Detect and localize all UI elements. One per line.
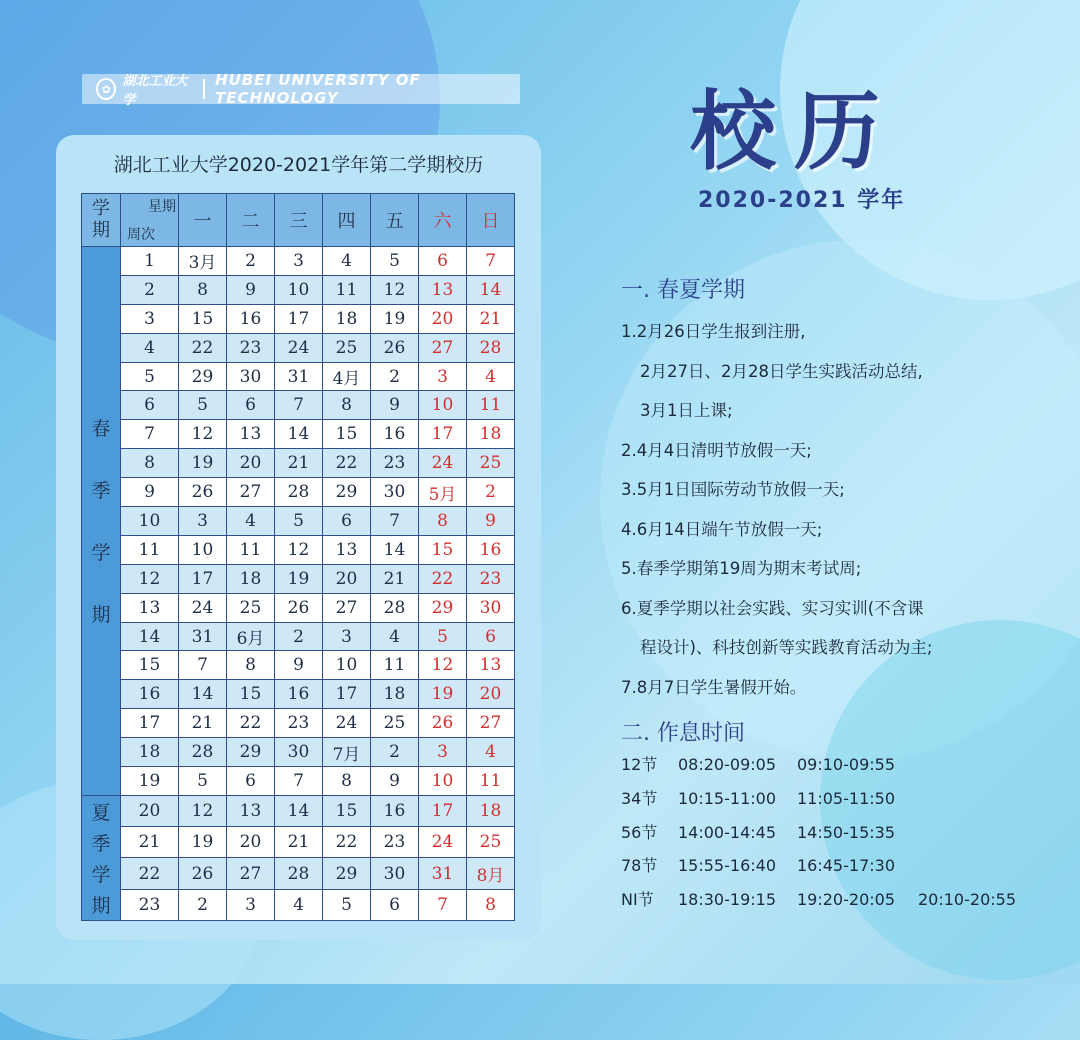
week-number: 8 — [121, 449, 179, 478]
date-cell: 7 — [371, 507, 419, 536]
term-note-line: 2.4月4日清明节放假一天; — [621, 440, 812, 460]
day-header-mon: 一 — [179, 194, 227, 247]
date-cell: 11 — [371, 651, 419, 680]
school-calendar-table — [81, 193, 515, 921]
date-cell: 8 — [323, 391, 371, 420]
date-cell: 28 — [275, 478, 323, 507]
weekend-date-cell: 27 — [419, 333, 467, 362]
weekend-date-cell: 31 — [419, 858, 467, 889]
term-note-line: 2月27日、2月28日学生实践活动总结, — [640, 361, 923, 381]
calendar-week-row — [82, 827, 515, 858]
date-cell: 14 — [275, 420, 323, 449]
date-cell: 30 — [371, 858, 419, 889]
date-cell: 21 — [275, 449, 323, 478]
weekend-date-cell: 5月 — [419, 478, 467, 507]
date-cell: 22 — [323, 449, 371, 478]
weekend-date-cell: 23 — [467, 564, 515, 593]
week-number: 13 — [121, 593, 179, 622]
weekend-date-cell: 11 — [467, 767, 515, 796]
week-number: 16 — [121, 680, 179, 709]
date-cell: 7月 — [323, 738, 371, 767]
date-cell: 17 — [275, 304, 323, 333]
academic-year: 2020-2021 学年 — [698, 188, 906, 213]
date-cell: 23 — [227, 333, 275, 362]
date-cell: 2 — [371, 738, 419, 767]
date-cell: 27 — [323, 593, 371, 622]
term-note-line: 3月1日上课; — [640, 401, 733, 420]
date-cell: 23 — [275, 709, 323, 738]
date-cell: 2 — [227, 247, 275, 276]
weekend-date-cell: 11 — [467, 391, 515, 420]
university-logo-bar — [82, 71, 520, 108]
date-cell: 19 — [179, 827, 227, 858]
calendar-week-row — [82, 304, 515, 333]
term-note-line: 1.2月26日学生报到注册, — [621, 322, 806, 341]
weekend-date-cell: 8月 — [467, 858, 515, 889]
date-cell: 3月 — [179, 247, 227, 276]
date-cell: 20 — [227, 827, 275, 858]
weekend-date-cell: 7 — [467, 247, 515, 276]
date-cell: 20 — [227, 449, 275, 478]
section-spring-summer-title: 一. 春夏学期 — [621, 278, 745, 303]
date-cell: 18 — [323, 304, 371, 333]
date-cell: 7 — [179, 651, 227, 680]
calendar-week-row — [82, 362, 515, 391]
weekend-date-cell: 25 — [467, 827, 515, 858]
weekend-date-cell: 16 — [467, 535, 515, 564]
date-cell: 4月 — [323, 362, 371, 391]
weekend-date-cell: 10 — [419, 767, 467, 796]
date-cell: 26 — [179, 858, 227, 889]
period-label: 34节 — [621, 788, 658, 808]
date-cell: 3 — [179, 507, 227, 536]
date-cell: 2 — [179, 889, 227, 920]
calendar-week-row — [82, 333, 515, 362]
weekend-date-cell: 19 — [419, 680, 467, 709]
week-label: 周次 — [127, 227, 155, 243]
week-number: 6 — [121, 391, 179, 420]
calendar-week-row — [82, 535, 515, 564]
term-header-label: 学期 — [91, 198, 110, 241]
weekend-date-cell: 6 — [419, 247, 467, 276]
week-number: 3 — [121, 304, 179, 333]
date-cell: 10 — [323, 651, 371, 680]
weekend-date-cell: 22 — [419, 564, 467, 593]
calendar-week-row — [82, 738, 515, 767]
term-notes-list — [621, 312, 933, 707]
date-cell: 13 — [227, 420, 275, 449]
university-name-cn: 湖北工业大学 — [122, 74, 188, 108]
date-cell: 15 — [227, 680, 275, 709]
calendar-week-row — [82, 507, 515, 536]
weekend-date-cell: 6 — [467, 622, 515, 651]
weekend-date-cell: 24 — [419, 827, 467, 858]
period-label: 12节 — [621, 755, 658, 774]
date-cell: 13 — [227, 795, 275, 826]
date-cell: 16 — [227, 304, 275, 333]
weekend-date-cell: 17 — [419, 795, 467, 826]
date-cell: 22 — [179, 333, 227, 362]
weekday-label: 星期 — [148, 199, 176, 215]
date-cell: 12 — [179, 795, 227, 826]
date-cell: 25 — [371, 709, 419, 738]
date-cell: 29 — [323, 858, 371, 889]
weekend-date-cell: 20 — [467, 680, 515, 709]
date-cell: 28 — [371, 593, 419, 622]
calendar-week-row — [82, 709, 515, 738]
term-note-line: 6.夏季学期以社会实践、实习实训(不含课 — [621, 598, 924, 618]
date-cell: 7 — [275, 391, 323, 420]
weekend-date-cell: 13 — [467, 651, 515, 680]
weekend-date-cell: 12 — [419, 651, 467, 680]
date-cell: 13 — [323, 535, 371, 564]
period-label: 56节 — [621, 822, 658, 842]
date-cell: 6 — [227, 767, 275, 796]
week-number: 15 — [121, 651, 179, 680]
week-number: 10 — [121, 507, 179, 536]
calendar-week-row — [82, 275, 515, 304]
weekend-date-cell: 8 — [467, 889, 515, 920]
week-number: 9 — [121, 478, 179, 507]
logo-divider — [203, 79, 205, 99]
date-cell: 12 — [371, 275, 419, 304]
date-cell: 5 — [275, 507, 323, 536]
week-number: 5 — [121, 362, 179, 391]
week-number: 7 — [121, 420, 179, 449]
weekend-date-cell: 18 — [467, 795, 515, 826]
time-range: 14:50-15:35 — [797, 822, 895, 842]
day-header-tue: 二 — [227, 194, 275, 247]
day-header-thu: 四 — [323, 194, 371, 247]
week-number: 2 — [121, 275, 179, 304]
date-cell: 27 — [227, 478, 275, 507]
date-cell: 4 — [275, 889, 323, 920]
university-emblem-icon: ✿ — [96, 78, 116, 100]
date-cell: 9 — [227, 275, 275, 304]
date-cell: 21 — [179, 709, 227, 738]
date-cell: 15 — [323, 420, 371, 449]
time-range: 19:20-20:05 — [797, 890, 895, 910]
date-cell: 14 — [275, 795, 323, 826]
date-cell: 15 — [179, 304, 227, 333]
day-header-wed: 三 — [275, 194, 323, 247]
date-cell: 30 — [371, 478, 419, 507]
date-cell: 5 — [179, 391, 227, 420]
week-number: 19 — [121, 767, 179, 796]
date-cell: 2 — [275, 622, 323, 651]
day-header-fri: 五 — [371, 194, 419, 247]
time-range: 16:45-17:30 — [797, 856, 895, 876]
date-cell: 2 — [371, 362, 419, 391]
date-cell: 31 — [179, 622, 227, 651]
calendar-week-row — [82, 795, 515, 826]
weekend-date-cell: 4 — [467, 738, 515, 767]
date-cell: 30 — [275, 738, 323, 767]
calendar-week-row — [82, 651, 515, 680]
weekend-date-cell: 9 — [467, 507, 515, 536]
term-note-line: 3.5月1日国际劳动节放假一天; — [621, 480, 845, 499]
date-cell: 26 — [371, 333, 419, 362]
week-number: 20 — [121, 795, 179, 826]
date-cell: 23 — [371, 827, 419, 858]
date-cell: 4 — [227, 507, 275, 536]
date-cell: 14 — [371, 535, 419, 564]
date-cell: 20 — [323, 564, 371, 593]
term-note-line: 程设计)、科技创新等实践教育活动为主; — [640, 638, 933, 657]
date-cell: 26 — [179, 478, 227, 507]
calendar-week-row — [82, 420, 515, 449]
date-cell: 12 — [275, 535, 323, 564]
weekend-date-cell: 17 — [419, 420, 467, 449]
date-cell: 27 — [227, 858, 275, 889]
date-cell: 19 — [371, 304, 419, 333]
date-cell: 19 — [275, 564, 323, 593]
time-range: 15:55-16:40 — [678, 856, 776, 876]
date-cell: 16 — [371, 795, 419, 826]
date-cell: 17 — [179, 564, 227, 593]
period-label: 78节 — [621, 856, 658, 876]
time-range: 11:05-11:50 — [797, 788, 895, 808]
date-cell: 11 — [323, 275, 371, 304]
date-cell: 28 — [275, 858, 323, 889]
term-note-line: 7.8月7日学生暑假开始。 — [621, 677, 807, 697]
date-cell: 3 — [323, 622, 371, 651]
date-cell: 16 — [275, 680, 323, 709]
weekend-date-cell: 3 — [419, 738, 467, 767]
university-name-en: HUBEI UNIVERSITY OF TECHNOLOGY — [215, 71, 421, 107]
day-header-sun: 日 — [467, 194, 515, 247]
calendar-week-row — [82, 680, 515, 709]
weekend-date-cell: 26 — [419, 709, 467, 738]
weekend-date-cell: 3 — [419, 362, 467, 391]
week-number: 21 — [121, 827, 179, 858]
calendar-week-row — [82, 593, 515, 622]
time-range: 20:10-20:55 — [918, 890, 1016, 910]
weekend-date-cell: 15 — [419, 535, 467, 564]
date-cell: 4 — [323, 247, 371, 276]
date-cell: 18 — [371, 680, 419, 709]
date-cell: 25 — [227, 593, 275, 622]
date-cell: 3 — [227, 889, 275, 920]
date-cell: 5 — [323, 889, 371, 920]
date-cell: 29 — [179, 362, 227, 391]
calendar-week-row — [82, 247, 515, 276]
date-cell: 21 — [371, 564, 419, 593]
date-cell: 10 — [179, 535, 227, 564]
date-cell: 22 — [323, 827, 371, 858]
date-cell: 4 — [371, 622, 419, 651]
date-cell: 17 — [323, 680, 371, 709]
week-number: 14 — [121, 622, 179, 651]
time-range: 08:20-09:05 — [678, 755, 776, 774]
section-schedule-title: 二. 作息时间 — [621, 721, 745, 746]
day-header-sat: 六 — [419, 194, 467, 247]
time-range: 18:30-19:15 — [678, 890, 776, 910]
week-number: 22 — [121, 858, 179, 889]
time-range: 14:00-14:45 — [678, 822, 776, 842]
date-cell: 5 — [371, 247, 419, 276]
weekend-date-cell: 14 — [467, 275, 515, 304]
date-cell: 8 — [179, 275, 227, 304]
date-cell: 29 — [227, 738, 275, 767]
date-cell: 7 — [275, 767, 323, 796]
date-cell: 25 — [323, 333, 371, 362]
date-cell: 9 — [371, 767, 419, 796]
week-number: 4 — [121, 333, 179, 362]
week-number: 17 — [121, 709, 179, 738]
calendar-week-row — [82, 889, 515, 920]
date-cell: 14 — [179, 680, 227, 709]
summer-term-label: 夏 季 学 期 — [82, 795, 121, 920]
date-cell: 16 — [371, 420, 419, 449]
weekend-date-cell: 27 — [467, 709, 515, 738]
date-cell: 22 — [227, 709, 275, 738]
calendar-week-row — [82, 478, 515, 507]
date-cell: 24 — [275, 333, 323, 362]
calendar-week-row — [82, 622, 515, 651]
calendar-week-row — [82, 858, 515, 889]
weekend-date-cell: 30 — [467, 593, 515, 622]
date-cell: 6 — [227, 391, 275, 420]
weekend-date-cell: 4 — [467, 362, 515, 391]
weekend-date-cell: 7 — [419, 889, 467, 920]
date-cell: 23 — [371, 449, 419, 478]
week-number: 18 — [121, 738, 179, 767]
calendar-title: 湖北工业大学2020-2021学年第二学期校历 — [113, 154, 484, 176]
date-cell: 6 — [371, 889, 419, 920]
calendar-week-row — [82, 767, 515, 796]
weekend-date-cell: 21 — [467, 304, 515, 333]
weekend-date-cell: 2 — [467, 478, 515, 507]
week-number: 11 — [121, 535, 179, 564]
period-label: NI节 — [621, 890, 654, 910]
weekend-date-cell: 28 — [467, 333, 515, 362]
date-cell: 26 — [275, 593, 323, 622]
calendar-week-row — [82, 564, 515, 593]
weekend-date-cell: 25 — [467, 449, 515, 478]
date-cell: 15 — [323, 795, 371, 826]
time-range: 10:15-11:00 — [678, 788, 776, 808]
date-cell: 30 — [227, 362, 275, 391]
date-cell: 18 — [227, 564, 275, 593]
weekend-date-cell: 13 — [419, 275, 467, 304]
date-cell: 6 — [323, 507, 371, 536]
spring-term-label: 春 季 学 期 — [82, 247, 121, 796]
term-header — [82, 194, 121, 247]
calendar-week-row — [82, 391, 515, 420]
date-cell: 3 — [275, 247, 323, 276]
weekend-date-cell: 29 — [419, 593, 467, 622]
time-range: 09:10-09:55 — [797, 755, 895, 774]
term-note-line: 5.春季学期第19周为期末考试周; — [621, 559, 862, 578]
weekend-date-cell: 20 — [419, 304, 467, 333]
date-cell: 29 — [323, 478, 371, 507]
date-cell: 28 — [179, 738, 227, 767]
term-note-line: 4.6月14日端午节放假一天; — [621, 519, 823, 539]
weekend-date-cell: 10 — [419, 391, 467, 420]
date-cell: 8 — [227, 651, 275, 680]
date-cell: 9 — [275, 651, 323, 680]
calendar-header-row — [82, 194, 515, 247]
calendar-week-row — [82, 449, 515, 478]
date-cell: 9 — [371, 391, 419, 420]
week-number: 12 — [121, 564, 179, 593]
week-number: 23 — [121, 889, 179, 920]
date-cell: 19 — [179, 449, 227, 478]
page-title: 校历 — [690, 82, 898, 182]
week-number: 1 — [121, 247, 179, 276]
date-cell: 24 — [323, 709, 371, 738]
weekend-date-cell: 18 — [467, 420, 515, 449]
date-cell: 31 — [275, 362, 323, 391]
date-cell: 11 — [227, 535, 275, 564]
date-cell: 5 — [179, 767, 227, 796]
date-cell: 24 — [179, 593, 227, 622]
weekend-date-cell: 5 — [419, 622, 467, 651]
date-cell: 6月 — [227, 622, 275, 651]
date-cell: 8 — [323, 767, 371, 796]
date-cell: 12 — [179, 420, 227, 449]
date-cell: 21 — [275, 827, 323, 858]
week-weekday-header — [121, 194, 179, 247]
weekend-date-cell: 8 — [419, 507, 467, 536]
date-cell: 10 — [275, 275, 323, 304]
weekend-date-cell: 24 — [419, 449, 467, 478]
